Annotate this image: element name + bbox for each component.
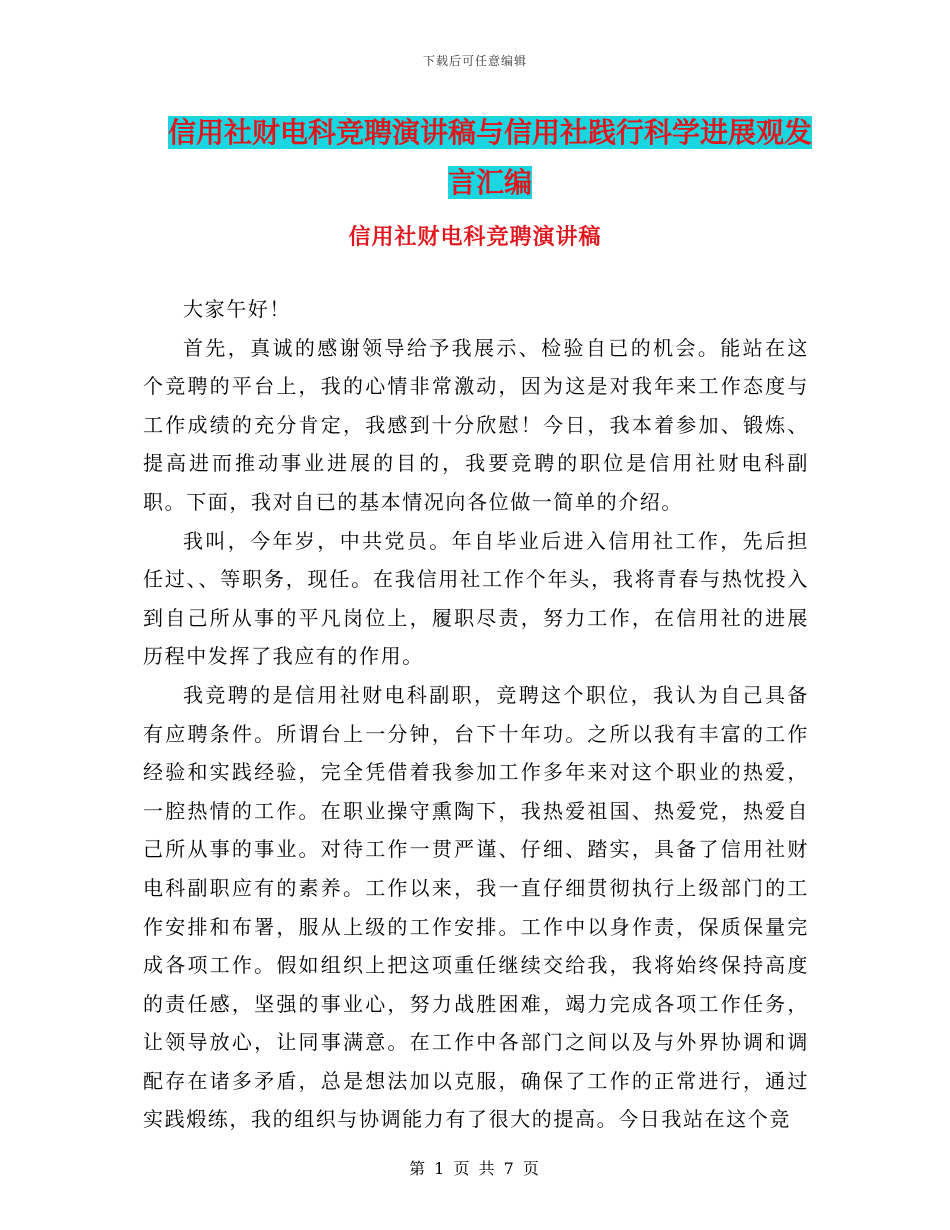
paragraph: 我竞聘的是信用社财电科副职，竞聘这个职位，我认为自己具备有应聘条件。所谓台上一分钟，台下十年功。之所以我有丰富的工作经验和实践经验，完全凭借着我参加工作多年来对这个职业的热爱，一腔热情的工作。在职业操守熏陶下，我热爱祖国、热爱党，热爱自己所从事的事业。对待工作一贯严谨、仔细、踏实，具备了信用社财电科副职应有的素养。工作以来，我一直仔细贯彻执行上级部门的工作安排和布署，服从上级的工作安排。工作中以身作责，保质保量完成各项工作。假如组织上把这项重任继续交给我，我将始终保持高度的责任感，坚强的事业心，努力战胜困难，竭力完成各项工作任务，让领导放心，让同事满意。在工作中各部门之间以及与外界协调和调配存在诸多矛盾，总是想法加以克服，确保了工作的正常进行，通过实践煅练，我的组织与协调能力有了很大的提高。今日我站在这个竞 bbox=[143, 682, 809, 1132]
paragraph: 我叫，今年岁，中共党员。年自毕业后进入信用社工作，先后担任过、、等职务，现任。在我信用社工作个年头，我将青春与热忱投入到自己所从事的平凡岗位上，履职尽责，努力工作，在信用社的进展历程中发挥了我应有的作用。 bbox=[143, 528, 809, 669]
paragraph-greeting: 大家午好！ bbox=[183, 297, 291, 321]
document-title-line1: 信用社财电科竞聘演讲稿与信用社践行科学进展观发 bbox=[167, 116, 812, 149]
header-note: 下载后可任意编辑 bbox=[422, 54, 527, 68]
document-title-line2: 言汇编 bbox=[447, 166, 532, 199]
paragraph: 首先，真诚的感谢领导给予我展示、检验自已的机会。能站在这个竞聘的平台上，我的心情非常激动，因为这是对我年来工作态度与工作成绩的充分肯定，我感到十分欣慰！今日，我本着参加、锻炼、提高进而推动事业进展的目的，我要竞聘的职位是信用社财电科副职。下面，我对自已的基本情况向各位做一简单的介绍。 bbox=[143, 335, 809, 514]
section-title: 信用社财电科竞聘演讲稿 bbox=[348, 224, 602, 250]
page-number-footer: 第 1 页 共 7 页 bbox=[409, 1159, 541, 1178]
document-body bbox=[143, 290, 809, 1139]
document-title bbox=[140, 108, 840, 208]
